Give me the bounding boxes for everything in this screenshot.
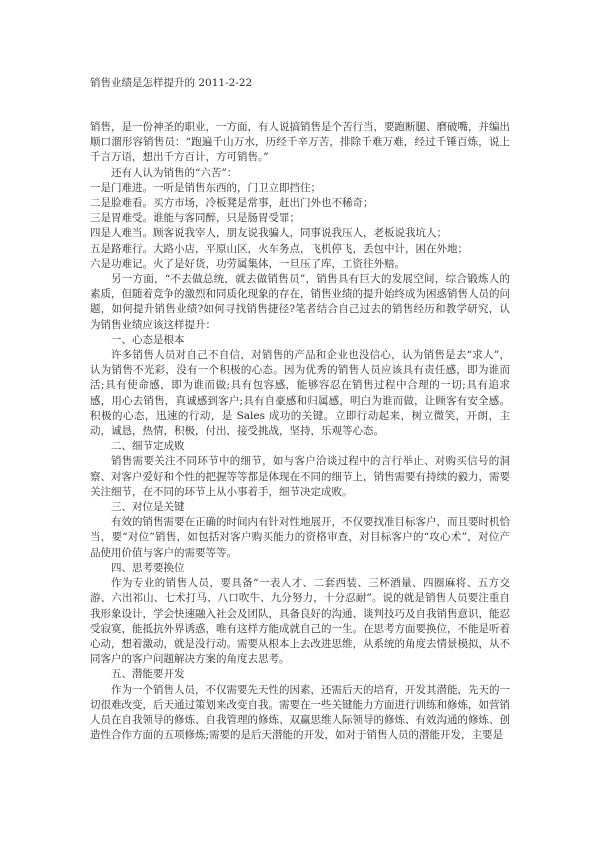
paragraph: 有效的销售需要在正确的时间内有针对性地展开，不仅要找准目标客户，而且要时机恰当，要“对位”销售，如包括对客户购买能力的资格审查，对目标客户的“攻心术”，对位产品使用价值与客户的需要等等。	[90, 516, 510, 559]
paragraph: 四是人难当。顾客说我宰人，朋友说我骗人，同事说我压人，老板说我坑人；	[90, 227, 447, 240]
paragraph: 许多销售人员对自己不自信，对销售的产品和企业也没信心，认为销售是去“求人”，认为销售不光彩，没有一个积极的心态。因为优秀的销售人员应该具有责任感，即为谁而活;具有使命感，即为谁而做;具有包容感，能够容忍在销售过程中合理的一切;具有追求感，用心去销售，真诚感到客户;具有自豪感和归属感，明白为谁而做，让顾客有安全感。积极的心态，迅速的行动，是 Sales 成功的关键。立即行动起来，树立微笑，开朗，主动，诚恳，热情，积极，付出，接受挑战，坚持，乐观等心态。	[90, 349, 510, 438]
paragraph: 销售需要关注不同环节中的细节，如与客户洽谈过程中的言行举止、对购买信号的洞察、对客户爱好和个性的把握等等都是体现在不同的细节上，销售需要有持续的毅力，需要关注细节，在不同的环节上从小事着手，细节决定成败。	[90, 455, 510, 498]
paragraph: 另一方面，“不去做总统，就去做销售员”，销售具有巨大的发展空间，综合锻炼人的素质，但随着竞争的激烈和同质化现象的存在，销售业绩的提升始终成为困惑销售人员的问题，如何提升销售业绩?如何寻找销售捷径?笔者结合自己过去的销售经历和教学研究，认为销售业绩应该这样提升：	[90, 273, 510, 331]
paragraph: 一是门难进。一听是销售东西的，门卫立即挡住；	[90, 181, 321, 194]
paragraph: 一、心态是根本	[111, 333, 185, 346]
paragraph: 还有人认为销售的“六苦”：	[111, 166, 238, 179]
paragraph: 三是胃难受。谁能与客同醉，只是肠胃受罪；	[90, 212, 300, 225]
paragraph: 二、细节定成败	[111, 440, 185, 453]
paragraph: 销售，是一份神圣的职业，一方面，有人说搞销售是个苦行当，要跑断腿、磨破嘴，并编出顺口溜形容销售员：“跑遍千山万水，历经千辛万苦，排除千难万难，经过千锤百炼，说上千言万语，想出千方百计，方可销售。”	[90, 121, 510, 164]
paragraph: 三、对位是关键	[111, 501, 185, 514]
document-body	[90, 120, 510, 743]
paragraph: 五是路难行。大路小店，平原山区，火车务点，飞机停飞，丢包中计，困在外地；	[90, 242, 468, 255]
paragraph: 作为专业的销售人员，要具备“一表人才、二套西装、三杯酒量、四圈麻将、五方交游、六出祁山、七术打马、八口吹牛、九分努力，十分忍耐”。说的就是销售人员要注重自我形象设计，学会快速融入社会及团队，具备良好的沟通、谈判技巧及自我销售意识，能忍受寂寞，能抵抗外界诱惑，唯有这样方能成就自己的一生。在思考方面要换位，不能是听着心动，想着激动，就是没行动。需要从根本上去改进思维，从系统的角度去情景模拟，从不同客户的客户问题解决方案的角度去思考。	[90, 577, 510, 666]
document-title: 销售业绩是怎样提升的 2011-2-22	[90, 77, 253, 89]
paragraph: 四、思考要换位	[111, 561, 185, 574]
paragraph: 六是功难记。火了是好货，功劳属集体，一旦压了库，工资往外赔。	[90, 257, 405, 270]
paragraph: 五、潜能要开发	[111, 668, 185, 681]
paragraph: 二是脸难看。买方市场，冷板凳是常事，赶出门外也不稀奇；	[90, 197, 374, 210]
paragraph: 作为一个销售人员，不仅需要先天性的因素，还需后天的培育，开发其潜能，先天的一切很难改变，后天通过策划来改变自我。需要在一些关键能力方面进行训练和修炼，如营销人员在自我领导的修炼、自我管理的修炼、双赢思维人际领导的修炼、有效沟通的修炼、创造性合作方面的五项修炼;需要的是后天潜能的开发，如对于销售人员的潜能开发，主要是	[90, 683, 510, 742]
